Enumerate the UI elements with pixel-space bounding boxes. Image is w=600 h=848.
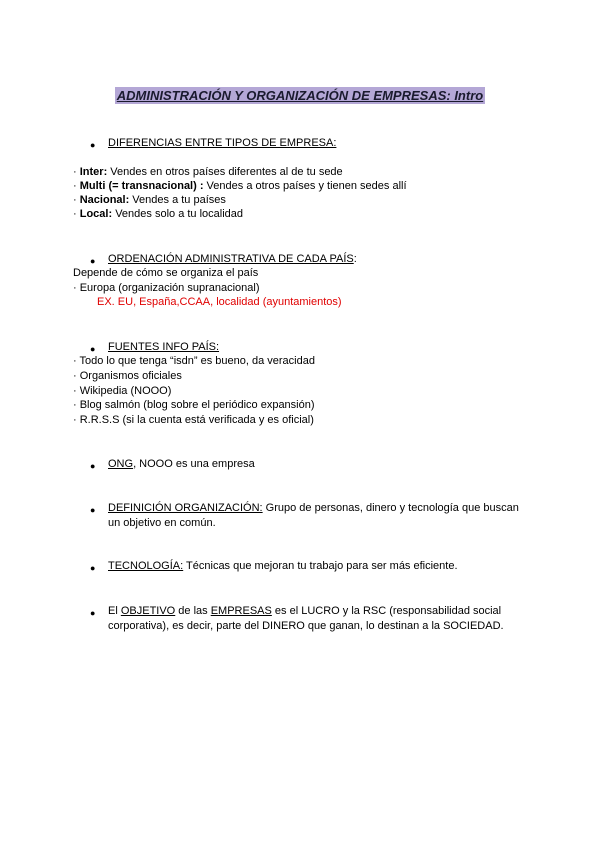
- section-heading-ordenacion: ORDENACIÓN ADMINISTRATIVA DE CADA PAÍS:: [108, 253, 357, 265]
- list-item: · Blog salmón (blog sobre el periódico expansión): [73, 399, 315, 411]
- paragraph-line: un objetivo en común.: [108, 517, 216, 529]
- section-objetivo: El OBJETIVO de las EMPRESAS es el LUCRO y la RSC (responsabilidad social: [108, 605, 502, 617]
- bullet-icon: ●: [90, 608, 96, 618]
- bullet-icon: ●: [90, 140, 96, 150]
- section-ong: ONG, NOOO es una empresa: [108, 458, 255, 470]
- section-tecnologia: TECNOLOGÍA: Técnicas que mejoran tu trabajo para ser más eficiente.: [108, 560, 458, 572]
- bullet-icon: ●: [90, 344, 96, 354]
- section-definicion: DEFINICIÓN ORGANIZACIÓN: Grupo de personas, dinero y tecnología que buscan: [108, 502, 519, 514]
- list-item: · Todo lo que tenga “isdn” es bueno, da veracidad: [73, 355, 315, 367]
- paragraph-line: · Europa (organización supranacional): [73, 282, 260, 294]
- page-title: [0, 89, 600, 104]
- list-item: · Local: Vendes solo a tu localidad: [73, 208, 244, 220]
- section-heading-fuentes: FUENTES INFO PAÍS:: [108, 341, 220, 353]
- paragraph-line: corporativa), es decir, parte del DINERO que ganan, lo destinan a la SOCIEDAD.: [108, 620, 504, 632]
- bullet-icon: ●: [90, 505, 96, 515]
- list-item: · R.R.S.S (si la cuenta está verificada y es oficial): [73, 414, 314, 426]
- paragraph-line: Depende de cómo se organiza el país: [73, 267, 259, 279]
- list-item: · Nacional: Vendes a tu países: [73, 194, 226, 206]
- list-item: · Inter: Vendes en otros países diferentes al de tu sede: [73, 166, 343, 178]
- list-item: · Organismos oficiales: [73, 370, 182, 382]
- bullet-icon: ●: [90, 256, 96, 266]
- example-line-red: EX. EU, España,CCAA, localidad (ayuntamientos): [97, 296, 342, 308]
- bullet-icon: ●: [90, 461, 96, 471]
- title-text: ADMINISTRACIÓN Y ORGANIZACIÓN DE EMPRESAS: Intro: [116, 88, 484, 103]
- list-item: · Multi (= transnacional) : Vendes a otros países y tienen sedes allí: [73, 180, 407, 192]
- list-item: · Wikipedia (NOOO): [73, 385, 172, 397]
- section-heading-diferencias: DIFERENCIAS ENTRE TIPOS DE EMPRESA:: [108, 137, 337, 149]
- bullet-icon: ●: [90, 563, 96, 573]
